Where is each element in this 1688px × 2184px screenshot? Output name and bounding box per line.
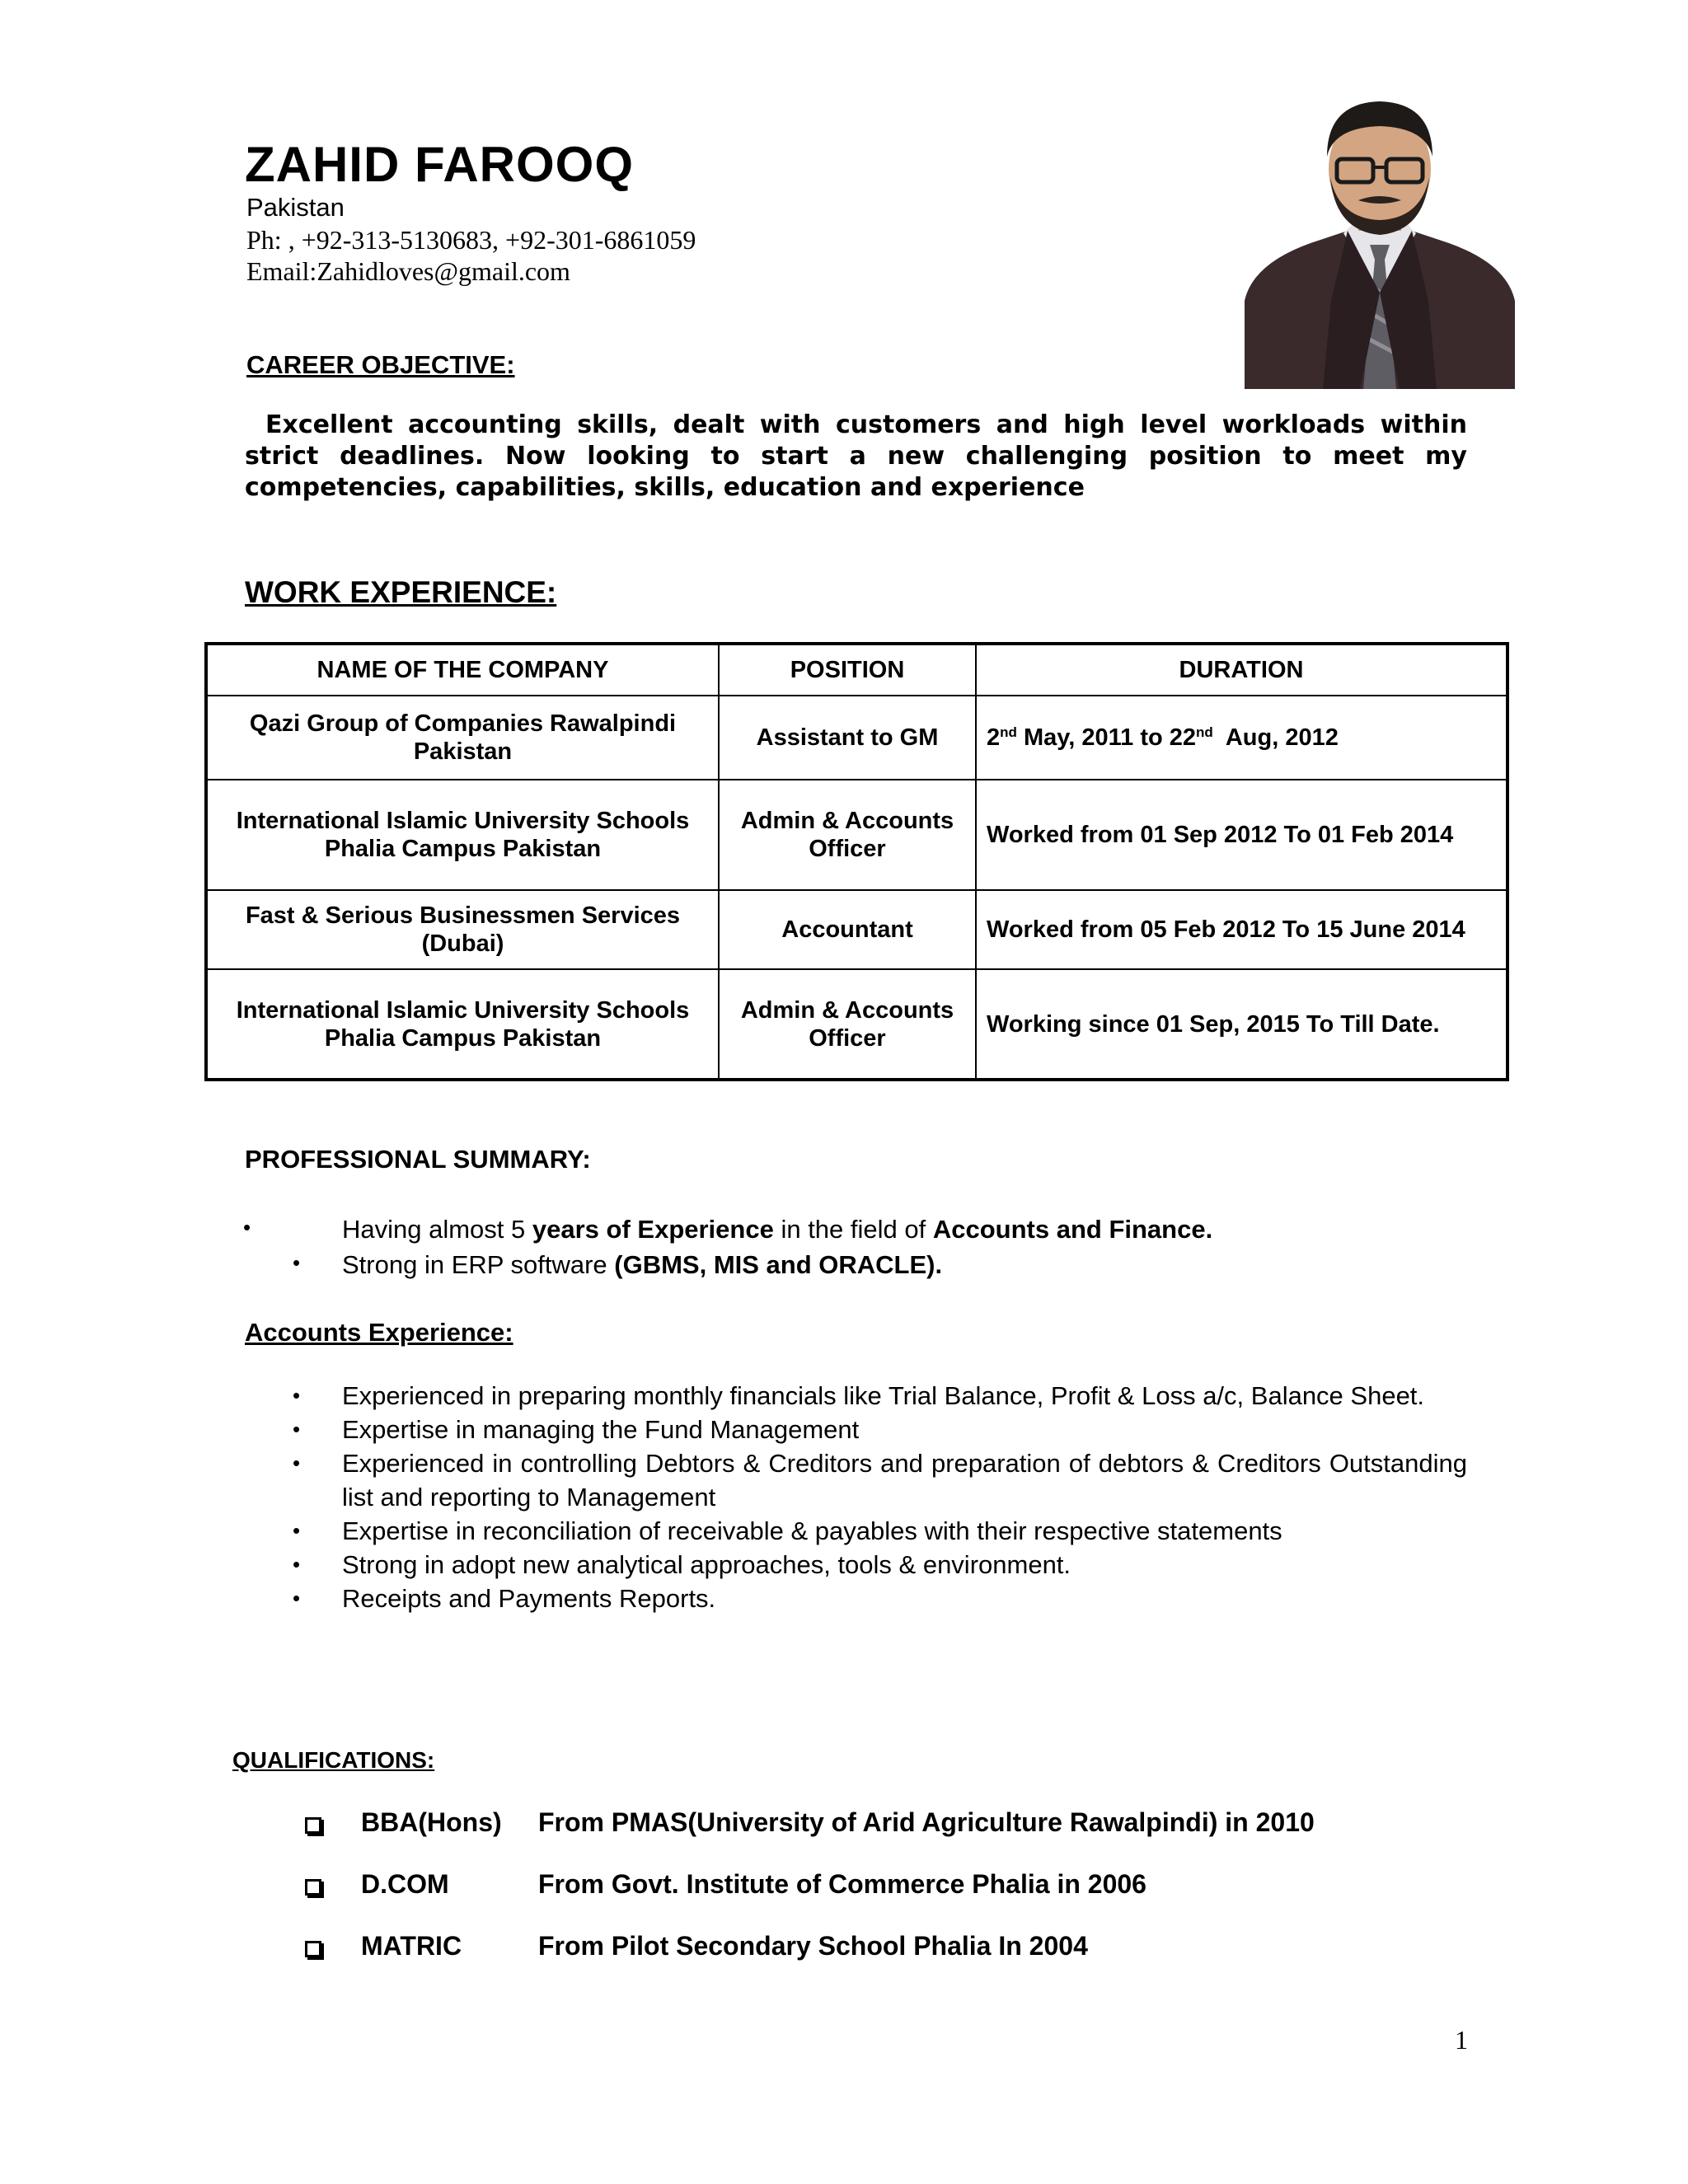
list-item-text: Strong in adopt new analytical approaches, tools & environment. — [342, 1550, 1071, 1579]
bullet-icon: • — [293, 1250, 301, 1275]
table-row — [206, 780, 1507, 890]
duration-day: 2 — [987, 724, 1001, 751]
duration-cell: Worked from 01 Sep 2012 To 01 Feb 2014 — [976, 780, 1507, 890]
company-cell: Fast & Serious Businessmen Services (Dubai) — [206, 890, 719, 969]
summary-text: Strong in ERP software — [342, 1250, 615, 1279]
career-objective-text: Excellent accounting skills, dealt with customers and high level workloads within strict deadlines. Now looking to start a new challenging position to meet my competencies, capabilities, skills, education and experience — [245, 410, 1467, 502]
summary-item-erp — [342, 1250, 942, 1280]
qualification-institution: From Govt. Institute of Commerce Phalia in 2006 — [538, 1869, 1146, 1899]
list-item-text: Expertise in managing the Fund Management — [342, 1415, 860, 1444]
page-number: 1 — [1455, 2025, 1468, 2055]
bullet-icon: • — [243, 1215, 251, 1240]
list-item-text: Expertise in reconciliation of receivable & payables with their respective statements — [342, 1516, 1282, 1545]
table-header-row — [206, 644, 1507, 696]
position-cell: Accountant — [719, 890, 976, 969]
checkbox-square-icon — [305, 1879, 321, 1896]
company-cell: International Islamic University Schools Phalia Campus Pakistan — [206, 969, 719, 1080]
list-item-text: Experienced in preparing monthly financials like Trial Balance, Profit & Loss a/c, Balance Sheet. — [342, 1381, 1425, 1410]
duration-cell: Working since 01 Sep, 2015 To Till Date. — [976, 969, 1507, 1080]
list-item — [293, 1379, 1467, 1413]
qualification-degree: BBA(Hons) — [361, 1807, 502, 1837]
duration-middle: May, 2011 to 22 — [1016, 724, 1197, 751]
company-cell: Qazi Group of Companies Rawalpindi Pakistan — [206, 696, 719, 780]
profile-photo-illustration — [1245, 95, 1515, 389]
qualification-degree: D.COM — [361, 1869, 449, 1899]
summary-text: in the field of — [773, 1215, 933, 1244]
list-item — [293, 1548, 1467, 1582]
ordinal-suffix: nd — [1196, 724, 1213, 740]
bullet-icon: • — [293, 1383, 301, 1408]
list-item — [293, 1514, 1467, 1548]
bullet-icon: • — [293, 1518, 301, 1543]
position-cell: Admin & Accounts Officer — [719, 780, 976, 890]
bullet-icon: • — [293, 1451, 301, 1475]
profile-photo — [1245, 95, 1515, 389]
candidate-name: ZAHID FAROOQ — [245, 137, 634, 192]
list-item — [293, 1413, 1467, 1446]
list-item-text: Receipts and Payments Reports. — [342, 1584, 716, 1613]
table-row — [206, 696, 1507, 780]
duration-end: Aug, 2012 — [1212, 724, 1339, 751]
column-header-position: POSITION — [719, 644, 976, 696]
checkbox-square-icon — [305, 1817, 321, 1834]
phone-line: Ph: , +92-313-5130683, +92-301-6861059 — [246, 225, 696, 255]
table-row — [206, 890, 1507, 969]
duration-cell: Worked from 05 Feb 2012 To 15 June 2014 — [976, 890, 1507, 969]
summary-emphasis: years of Experience — [532, 1215, 774, 1244]
career-objective-heading: CAREER OBJECTIVE: — [246, 350, 515, 379]
qualification-institution: From PMAS(University of Arid Agriculture Rawalpindi) in 2010 — [538, 1807, 1315, 1837]
list-item — [293, 1446, 1467, 1514]
work-experience-heading: WORK EXPERIENCE: — [245, 575, 557, 609]
summary-emphasis: (GBMS, MIS and ORACLE). — [614, 1250, 943, 1279]
qualification-institution: From Pilot Secondary School Phalia In 2004 — [538, 1931, 1088, 1961]
ordinal-suffix: nd — [1000, 724, 1017, 740]
qualifications-heading: QUALIFICATIONS: — [232, 1747, 435, 1773]
work-experience-table — [204, 642, 1509, 1081]
list-item — [293, 1582, 1467, 1615]
summary-text: Having almost 5 — [342, 1215, 532, 1244]
duration-cell — [976, 696, 1507, 780]
position-cell: Assistant to GM — [719, 696, 976, 780]
list-item-text: Experienced in controlling Debtors & Creditors and preparation of debtors & Creditors Outstanding list and reporting to Management — [342, 1449, 1467, 1511]
column-header-company: NAME OF THE COMPANY — [206, 644, 719, 696]
accounts-experience-heading: Accounts Experience: — [245, 1318, 513, 1347]
table-row — [206, 969, 1507, 1080]
bullet-icon: • — [293, 1586, 301, 1610]
professional-summary-heading: PROFESSIONAL SUMMARY: — [245, 1145, 591, 1174]
checkbox-square-icon — [305, 1941, 321, 1957]
accounts-experience-list — [293, 1379, 1467, 1615]
candidate-country: Pakistan — [246, 193, 345, 222]
qualification-degree: MATRIC — [361, 1931, 462, 1961]
summary-item-experience — [342, 1215, 1212, 1244]
position-cell: Admin & Accounts Officer — [719, 969, 976, 1080]
column-header-duration: DURATION — [976, 644, 1507, 696]
bullet-icon: • — [293, 1552, 301, 1577]
bullet-icon: • — [293, 1417, 301, 1441]
company-cell: International Islamic University Schools Phalia Campus Pakistan — [206, 780, 719, 890]
email-line: Email:Zahidloves@gmail.com — [246, 256, 570, 286]
summary-emphasis: Accounts and Finance. — [932, 1215, 1213, 1244]
